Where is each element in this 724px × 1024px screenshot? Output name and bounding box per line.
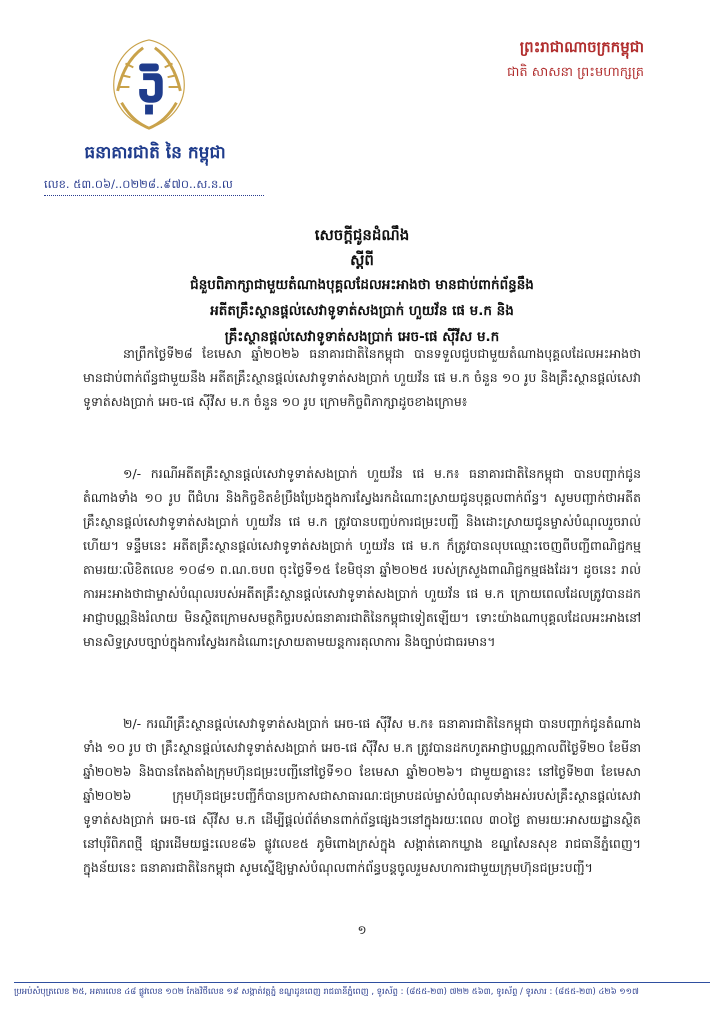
kingdom-title: ព្រះរាជាណាចក្រកម្ពុជា [519, 38, 644, 56]
page-number: ១ [357, 923, 367, 937]
title-line-2: ស្តីពី [350, 251, 374, 269]
point-2-paragraph: ២/- ករណីគ្រឹះស្ថានផ្តល់សេវាទូទាត់សងប្រាក់ អេច-ផេ ស៊ីវីស ម.ក៖ ធនាគារជាតិនៃកម្ពុជា បានបញ្ជាក់ជូនតំណាងទាំង ១០ រូប ថា គ្រឹះស្ថានផ្តល់សេវាទូទាត់សងប្រាក់ អេច-ផេ ស៊ីវីស ម.ក ត្រូវបានដកហូតអាជ្ញាបណ្ណកាលពីថ្ងៃទី២០ ខែមីនា ឆ្នាំ២០២៦ និងបានតែងតាំងក្រុមហ៊ុនជម្រះបញ្ជីនៅថ្ងៃទី១០ ខែមេសា ឆ្នាំ២០២៦។ ជាមួយគ្នានេះ នៅថ្ងៃទី២៣ ខែមេសា ឆ្នាំ២០២៦ ក្រុមហ៊ុនជម្រះបញ្ជីក៏បានប្រកាសជាសាធារណៈជម្រាបដល់ម្ចាស់បំណុលទាំងអស់របស់គ្រឹះស្ថានផ្តល់សេវាទូទាត់សងប្រាក់ អេច-ផេ ស៊ីវីស ម.ក ដើម្បីផ្តល់ព័ត៌មានពាក់ព័ន្ធផ្សេងៗនៅក្នុងរយៈពេល ៣០ថ្ងៃ តាមរយៈអាសយដ្ឋានស្ថិតនៅបុរីពិភពថ្មី ផ្សារដើមយផ្ទះលេខ៨៦ ផ្លូវលេខ៥ ភូមិពោងក្រស់ក្នុង សង្កាត់គោកឃ្លាង ខណ្ឌសែនសុខ រាជធានីភ្នំពេញ។ ក្នុងន័យនេះ ធនាគារជាតិនៃកម្ពុជា សូមស្នើឱ្យម្ចាស់បំណុលពាក់ព័ន្ធបន្តចូលរួមសហការជាមួយក្រុមហ៊ុនជម្រះបញ្ជី។ [83, 716, 641, 875]
title-line-5: គ្រឹះស្ថានផ្តល់សេវាទូទាត់សងប្រាក់ អេច-ផេ ស៊ីវីស ម.ក [224, 329, 500, 345]
announcement-title [80, 222, 644, 350]
footer-divider [14, 982, 710, 983]
title-line-4: អតីតគ្រឹះស្ថានផ្តល់សេវាទូទាត់សងប្រាក់ ហួយវ័ន ផេ ម.ក និង [210, 303, 514, 319]
national-motto: ជាតិ សាសនា ព្រះមហាក្សត្រ [507, 65, 644, 80]
footer-address: ប្រអប់សំបុត្រលេខ ២៥, អគារលេខ ៤៨ ផ្លូវលេខ ១០២ កែងវិថីលេខ ១៩ សង្កាត់វត្តភ្នំ ខណ្ឌដូនពេញ រាជធានីភ្នំពេញ , ទូរស័ព្ទ : (៨៥៥-២៣) ៧២២ ៥៦៣, ទូរស័ព្ទ / ទូរសារ : (៨៥៥-២៣) ៤២៦ ១១៧ [14, 986, 639, 996]
nbc-emblem-icon [100, 34, 198, 142]
reference-number: លេខ. ៥៣.០៦/..០២២៨..៩៧០..ស.ន.ល [44, 177, 264, 196]
title-line-1: សេចក្តីជូនដំណឹង [314, 226, 410, 244]
bank-name: ធនាគារជាតិ នៃ កម្ពុជា [84, 143, 226, 163]
point-1-paragraph: ១/- ករណីអតីតគ្រឹះស្ថានផ្តល់សេវាទូទាត់សងប្រាក់ ហួយវ័ន ផេ ម.ក៖ ធនាគារជាតិនៃកម្ពុជា បានបញ្ជាក់ជូនតំណាងទាំង ១០ រូប ពីជំហរ និងកិច្ចខិតខំប្រឹងប្រែងក្នុងការស្វែងរកដំណោះស្រាយជូនបុគ្គលពាក់ព័ន្ធ។ សូមបញ្ជាក់ថាអតីតគ្រឹះស្ថានផ្តល់សេវាទូទាត់សងប្រាក់ ហួយវ័ន ផេ ម.ក ត្រូវបានបញ្ចប់ការជម្រះបញ្ជី និងដោះស្រាយជូនម្ចាស់បំណុលរួចរាល់ហើយ។ ទន្ទឹមនេះ អតីតគ្រឹះស្ថានផ្តល់សេវាទូទាត់សងប្រាក់ ហួយវ័ន ផេ ម.ក ក៏ត្រូវបានលុបឈ្មោះចេញពីបញ្ជីពាណិជ្ជកម្មតាមរយៈលិខិតលេខ ១០៨១ ព.ណ.ចបព ចុះថ្ងៃទី១៥ ខែមិថុនា ឆ្នាំ២០២៥ របស់ក្រសួងពាណិជ្ជកម្មផងដែរ។ ដូចនេះ រាល់ការអះអាងថាជាម្ចាស់បំណុលរបស់អតីតគ្រឹះស្ថានផ្តល់សេវាទូទាត់សងប្រាក់ ហួយវ័ន ផេ ម.ក ក្រោយពេលដែលត្រូវបានដកអាជ្ញាបណ្ណនិងរំលាយ មិនស្ថិតក្រោមសមត្ថកិច្ចរបស់ធនាគារជាតិនៃកម្ពុជាទៀតឡើយ។ ទោះយ៉ាងណាបុគ្គលដែលអះអាងនៅមានសិទ្ធស្របច្បាប់ក្នុងការស្វែងរកដំណោះស្រាយតាមយន្តការតុលាការ និងច្បាប់ជាធរមាន។ [83, 466, 641, 649]
intro-paragraph: នាព្រឹកថ្ងៃទី២៨ ខែមេសា ឆ្នាំ២០២៦ ធនាគារជាតិនៃកម្ពុជា បានទទួលជួបជាមួយតំណាងបុគ្គលដែលអះអាងថា មានជាប់ពាក់ព័ន្ធជាមួយនឹង អតីតគ្រឹះស្ថានផ្តល់សេវាទូទាត់សងប្រាក់ ហួយវ័ន ផេ ម.ក ចំនួន ១០ រូប និងគ្រឹះស្ថានផ្តល់សេវាទូទាត់សងប្រាក់ អេច-ផេ ស៊ីវីស ម.ក ចំនួន ១០ រូប ក្រោមកិច្ចពិភាក្សាដូចខាងក្រោម៖ [83, 346, 641, 409]
title-line-3: ជំនួបពិភាក្សាជាមួយតំណាងបុគ្គលដែលអះអាងថា មានជាប់ពាក់ព័ន្ធនឹង [190, 277, 534, 293]
